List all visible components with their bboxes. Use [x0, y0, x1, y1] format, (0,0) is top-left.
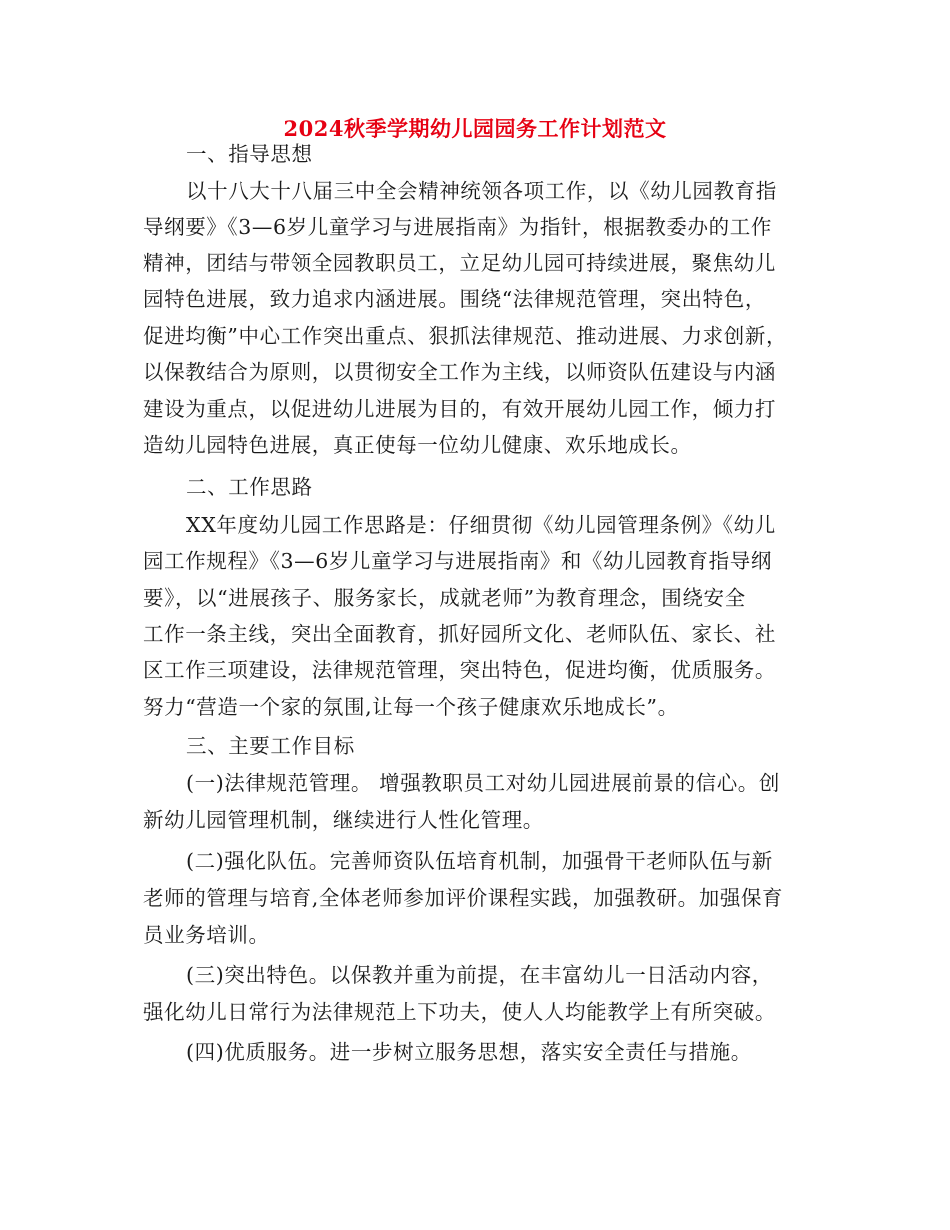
- paragraph-line: XX年度幼儿园工作思路是：仔细贯彻《幼儿园管理条例》《幼儿: [186, 513, 776, 537]
- paragraph-line: 员业务培训。: [143, 923, 270, 947]
- paragraph-line: (四)优质服务。进一步树立服务思想，落实安全责任与措施。: [186, 1040, 752, 1064]
- paragraph-line: 建设为重点，以促进幼儿进展为目的，有效开展幼儿园工作，倾力打: [143, 397, 776, 421]
- document-title: 2024秋季学期幼儿园园务工作计划范文: [283, 116, 667, 141]
- section-heading-main-goals: 三、主要工作目标: [186, 734, 355, 758]
- paragraph-line: 促进均衡”中心工作突出重点、狠抓法律规范、推动进展、力求创新，: [143, 324, 788, 348]
- section-heading-guiding-thought: 一、指导思想: [186, 142, 313, 166]
- paragraph-line: 工作一条主线，突出全面教育，抓好园所文化、老师队伍、家长、社: [143, 622, 776, 646]
- paragraph-line: 造幼儿园特色进展，真正使每一位幼儿健康、欢乐地成长。: [143, 433, 692, 457]
- paragraph-line: (一)法律规范管理。 增强教职员工对幼儿园进展前景的信心。创: [186, 771, 781, 795]
- paragraph-line: 强化幼儿日常行为法律规范上下功夫，使人人均能教学上有所突破。: [143, 1000, 776, 1024]
- section-heading-work-approach: 二、工作思路: [186, 475, 313, 499]
- paragraph-line: 园特色进展，致力追求内涵进展。围绕“法律规范管理，突出特色，: [143, 287, 766, 311]
- paragraph-line: 区工作三项建设，法律规范管理，突出特色，促进均衡，优质服务。: [143, 658, 776, 682]
- paragraph-line: 要》，以“进展孩子、服务家长，成就老师”为教育理念，围绕安全: [143, 586, 746, 610]
- paragraph-line: 老师的管理与培育,全体老师参加评价课程实践，加强教研。加强保育: [143, 886, 784, 910]
- paragraph-line: 导纲要》《3—6岁儿童学习与进展指南》为指针，根据教委办的工作: [143, 215, 772, 239]
- paragraph-line: (二)强化队伍。完善师资队伍培育机制，加强骨干老师队伍与新: [186, 849, 773, 873]
- paragraph-line: 园工作规程》《3—6岁儿童学习与进展指南》和《幼儿园教育指导纲: [143, 549, 772, 573]
- paragraph-line: 努力“营造一个家的氛围,让每一个孩子健康欢乐地成长”。: [143, 695, 679, 719]
- paragraph-line: 以保教结合为原则，以贯彻安全工作为主线，以师资队伍建设与内涵: [143, 360, 776, 384]
- paragraph-line: 精神，团结与带领全园教职员工，立足幼儿园可持续进展，聚焦幼儿: [143, 251, 776, 275]
- paragraph-line: (三)突出特色。以保教并重为前提，在丰富幼儿一日活动内容，: [186, 963, 773, 987]
- paragraph-line: 以十八大十八届三中全会精神统领各项工作，以《幼儿园教育指: [186, 179, 777, 203]
- paragraph-line: 新幼儿园管理机制，继续进行人性化管理。: [143, 808, 544, 832]
